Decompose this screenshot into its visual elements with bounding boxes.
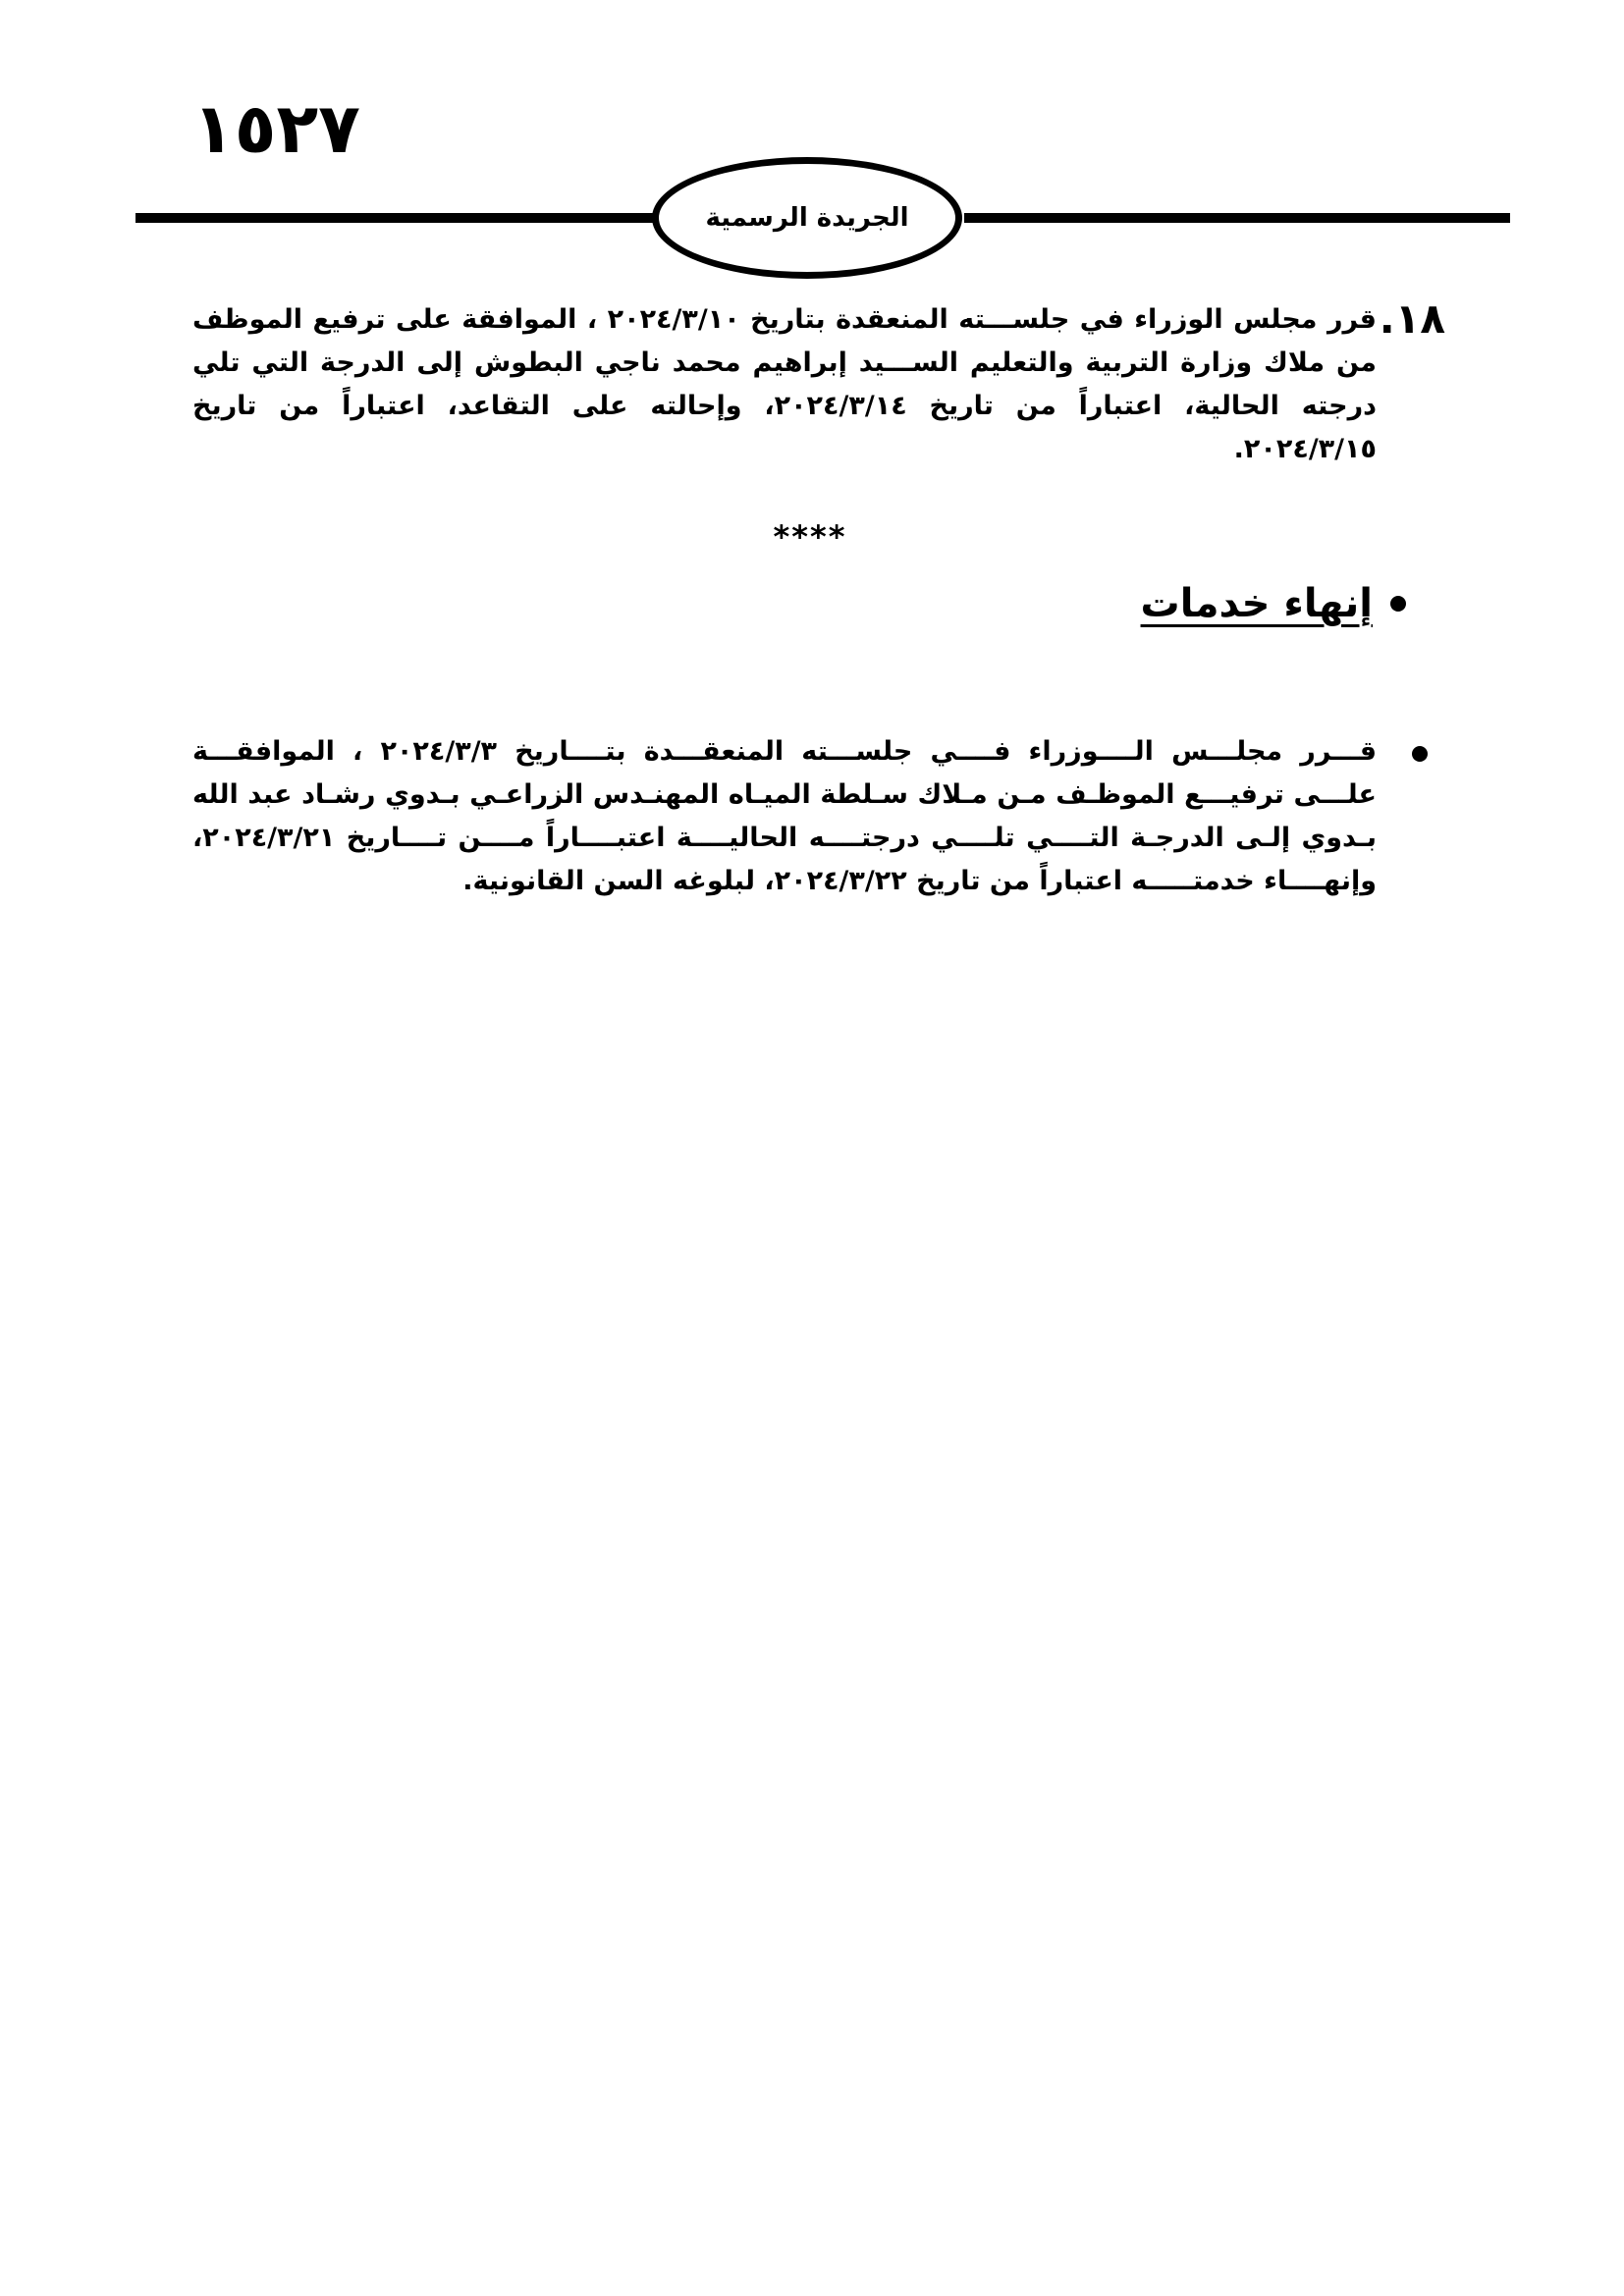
header-rule-left	[135, 213, 660, 223]
section-heading	[1141, 581, 1406, 626]
page-number: ١٥٢٧	[192, 88, 360, 169]
header-rule-right	[964, 213, 1510, 223]
item-number: ١٨.	[1379, 294, 1445, 343]
gazette-title: الجريدة الرسمية	[705, 203, 909, 233]
section-separator: ****	[773, 518, 847, 556]
gazette-title-oval	[652, 157, 962, 279]
decision-text: قرر مجلس الوزراء في جلســـته المنعقدة بتاريخ ٢٠٢٤/٣/١٠ ، الموافقة على ترفيع الموظف من ملاك وزارة التربية والتعليم الســـيد إبراهيم محمد ناجي البطوش إلى الدرجة التي تلي درجته الحالية، اعتباراً من تاريخ ٢٠٢٤/٣/١٤، وإحالته على التقاعد، اعتباراً من تاريخ ٢٠٢٤/٣/١٥.	[192, 304, 1377, 464]
decision-item-18	[192, 294, 1445, 471]
termination-item	[192, 730, 1435, 903]
termination-text: قـــرر مجلـــس الــــوزراء فــــي جلســـته المنعقـــدة بتــــاريخ ٢٠٢٤/٣/٣ ، الموافقـــة علـــى ترفيـــع الموظـف مـن مـلاك سـلطة الميـاه المهنـدس الزراعـي بـدوي رشـاد عبد الله بـدوي إلـى الدرجـة التــــي تلــــي درجتــــه الحاليــــة اعتبــــاراً مــــن تــــاريخ ٢٠٢٤/٣/٢١، وإنهــــاء خدمتـــــه اعتباراً من تاريخ ٢٠٢٤/٣/٢٢، لبلوغه السن القانونية.	[192, 736, 1378, 896]
bullet-icon	[1390, 596, 1406, 612]
section-title: إنهاء خدمات	[1140, 581, 1373, 626]
bullet-icon	[1412, 746, 1428, 762]
